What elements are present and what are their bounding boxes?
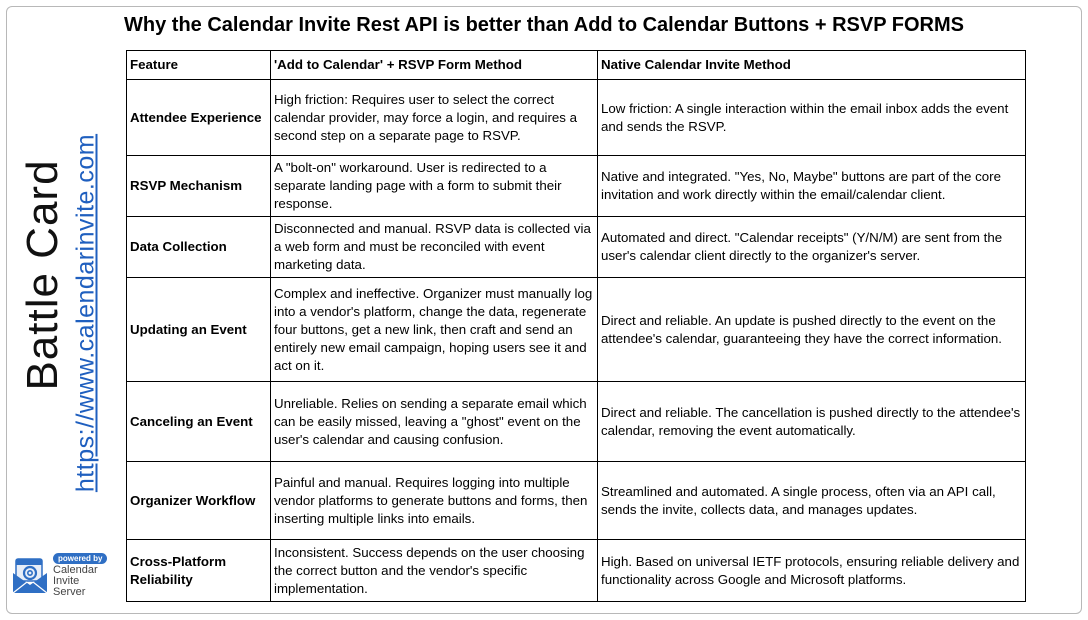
logo-text xyxy=(53,565,98,598)
feature-cell: Cross-Platform Reliability xyxy=(127,540,271,602)
table-row xyxy=(127,462,1026,540)
comparison-table xyxy=(126,50,1026,602)
logo-line-1: Calendar xyxy=(53,564,98,576)
native-cell: High. Based on universal IETF protocols, ensuring reliable delivery and functionality across Google and Microsoft platforms. xyxy=(598,540,1026,602)
add-to-calendar-cell: Inconsistent. Success depends on the user choosing the correct button and the vendor's specific implementation. xyxy=(271,540,598,602)
page-title: Why the Calendar Invite Rest API is better than Add to Calendar Buttons + RSVP FORMS xyxy=(124,14,964,36)
header-feature: Feature xyxy=(127,51,271,80)
native-cell: Native and integrated. "Yes, No, Maybe" buttons are part of the core invitation and work directly within the email/calendar client. xyxy=(598,156,1026,217)
battle-card-label-wrap xyxy=(18,115,68,435)
feature-cell: Organizer Workflow xyxy=(127,462,271,540)
battle-card-label: Battle Card xyxy=(18,159,67,391)
logo-line-2: Invite xyxy=(53,575,80,587)
table-row xyxy=(127,540,1026,602)
table-row xyxy=(127,156,1026,217)
table-row xyxy=(127,217,1026,278)
add-to-calendar-cell: High friction: Requires user to select the correct calendar provider, may force a login, and requires a second step on a separate page to RSVP. xyxy=(271,80,598,156)
native-cell: Direct and reliable. An update is pushed directly to the event on the attendee's calendar, guaranteeing they have the correct information. xyxy=(598,278,1026,382)
native-cell: Automated and direct. "Calendar receipts" (Y/N/M) are sent from the user's calendar client directly to the organizer's server. xyxy=(598,217,1026,278)
calendar-envelope-icon xyxy=(10,555,50,595)
feature-cell: Attendee Experience xyxy=(127,80,271,156)
native-cell: Direct and reliable. The cancellation is pushed directly to the attendee's calendar, removing the event automatically. xyxy=(598,382,1026,462)
powered-by-badge: powered by xyxy=(53,553,107,564)
website-link[interactable]: https://www.calendarinvite.com xyxy=(71,133,100,492)
table-row xyxy=(127,278,1026,382)
header-native: Native Calendar Invite Method xyxy=(598,51,1026,80)
website-link-wrap xyxy=(66,100,106,525)
add-to-calendar-cell: Unreliable. Relies on sending a separate email which can be easily missed, leaving a "ghost" event on the user's calendar and causing confusion. xyxy=(271,382,598,462)
table-header-row xyxy=(127,51,1026,80)
feature-cell: Updating an Event xyxy=(127,278,271,382)
logo-line-3: Server xyxy=(53,586,86,598)
feature-cell: Canceling an Event xyxy=(127,382,271,462)
native-cell: Streamlined and automated. A single process, often via an API call, sends the invite, collects data, and manages updates. xyxy=(598,462,1026,540)
feature-cell: Data Collection xyxy=(127,217,271,278)
add-to-calendar-cell: Painful and manual. Requires logging into multiple vendor platforms to generate buttons and forms, then inserting multiple links into emails. xyxy=(271,462,598,540)
feature-cell: RSVP Mechanism xyxy=(127,156,271,217)
native-cell: Low friction: A single interaction within the email inbox adds the event and sends the RSVP. xyxy=(598,80,1026,156)
add-to-calendar-cell: Disconnected and manual. RSVP data is collected via a web form and must be reconciled with event marketing data. xyxy=(271,217,598,278)
calendar-invite-server-logo xyxy=(10,551,125,601)
table-row xyxy=(127,80,1026,156)
add-to-calendar-cell: Complex and ineffective. Organizer must manually log into a vendor's platform, change the data, regenerate four buttons, get a new link, then craft and send an entirely new email campaign, hoping users see it and act on it. xyxy=(271,278,598,382)
add-to-calendar-cell: A "bolt-on" workaround. User is redirected to a separate landing page with a form to submit their response. xyxy=(271,156,598,217)
header-add-to-calendar: 'Add to Calendar' + RSVP Form Method xyxy=(271,51,598,80)
table-row xyxy=(127,382,1026,462)
